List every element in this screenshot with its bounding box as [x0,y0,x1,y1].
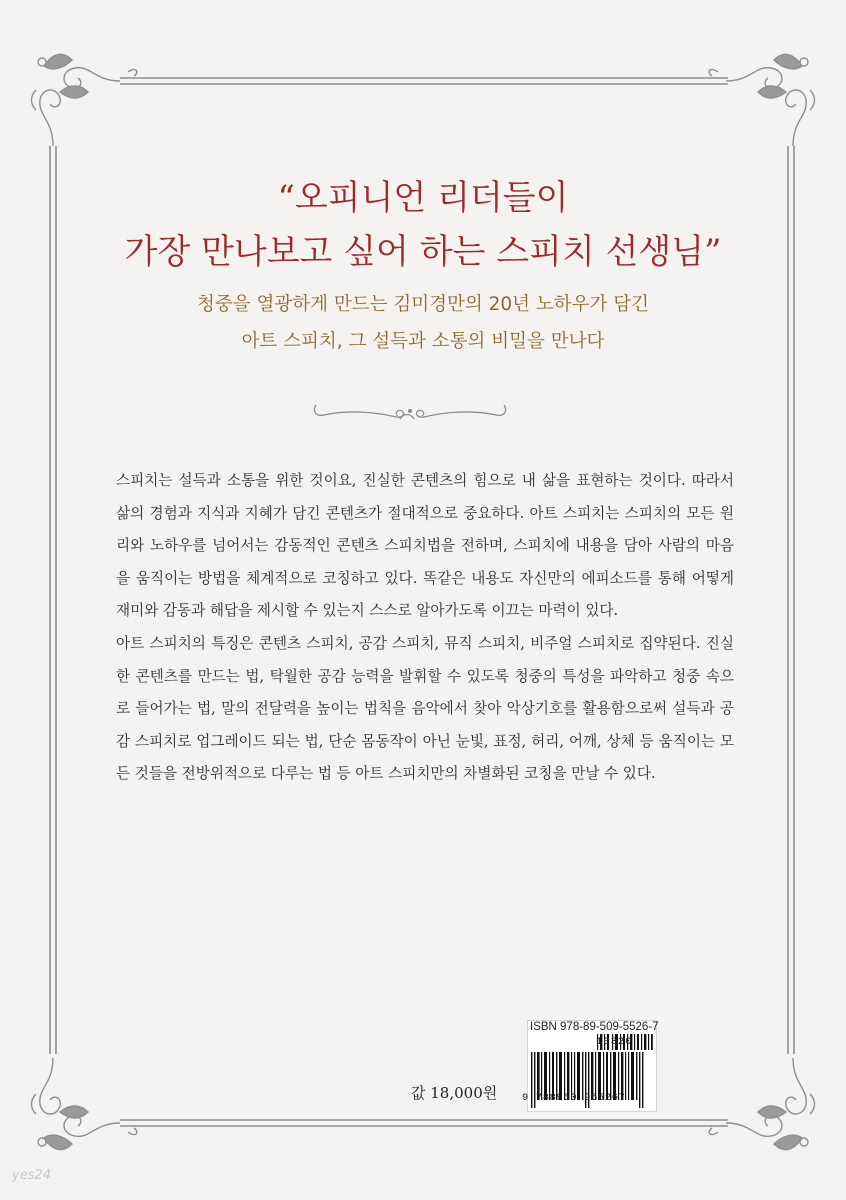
subhead-line-2: 아트 스피치, 그 설득과 소통의 비밀을 만나다 [241,331,605,352]
price-label: 값 18,000원 [411,1084,498,1102]
headline-line-1: “오피니언 리더들이 [277,178,569,218]
body-paragraph-2: 아트 스피치의 특징은 콘텐츠 스피치, 공감 스피치, 뮤직 스피치, 비주얼 스피치로 집약된다. 진실한 콘텐츠를 만드는 법, 탁월한 공감 능력을 발휘할 수 있도록 청중의 특성을 파악하고 청중 속으로 들어가는 법, 말의 전달력을 높이는 법칙을 음악에서 찾아 악상기호를 활용함으로써 설득과 공감 스피치로 업그레이드 되는 법, 단순 몸동작이 아닌 눈빛, 표정, 허리, 어깨, 상체 등 움직이는 모든 것들을 전방위적으로 다루는 법 등 아트 스피치만의 차별화된 코칭을 만날 수 있다. [116,634,734,783]
barcode-addon-number: 13320 [596,1036,633,1048]
headline-line-2: 가장 만나보고 싶어 하는 스피치 선생님” [124,232,722,272]
body-paragraph-1: 스피치는 설득과 소통을 위한 것이요, 진실한 콘텐츠의 힘으로 내 삶을 표현하는 것이다. 따라서 삶의 경험과 지식과 지혜가 담긴 콘텐츠가 절대적으로 중요하다. 아트 스피치는 스피치의 모든 원리와 노하우를 넘어서는 감동적인 콘텐츠 스피치법을 전하며, 스피치에 내용을 담아 사람의 마음을 움직이는 방법을 체계적으로 코칭하고 있다. 똑같은 내용도 자신만의 에피소드를 통해 어떻게 재미와 감동과 해답을 제시할 수 있는지 스스로 알아가도록 이끄는 마력이 있다. [116,472,734,620]
isbn-label: ISBN 978-89-509-5526-7 [530,1021,659,1033]
barcode-number: 9 788950 955267 [522,1092,626,1104]
body-text [116,465,734,791]
flourish-divider-icon [310,397,510,427]
watermark: yes24 [12,1168,52,1183]
subhead-line-1: 청중을 열광하게 만드는 김미경만의 20년 노하우가 담긴 [197,294,649,315]
